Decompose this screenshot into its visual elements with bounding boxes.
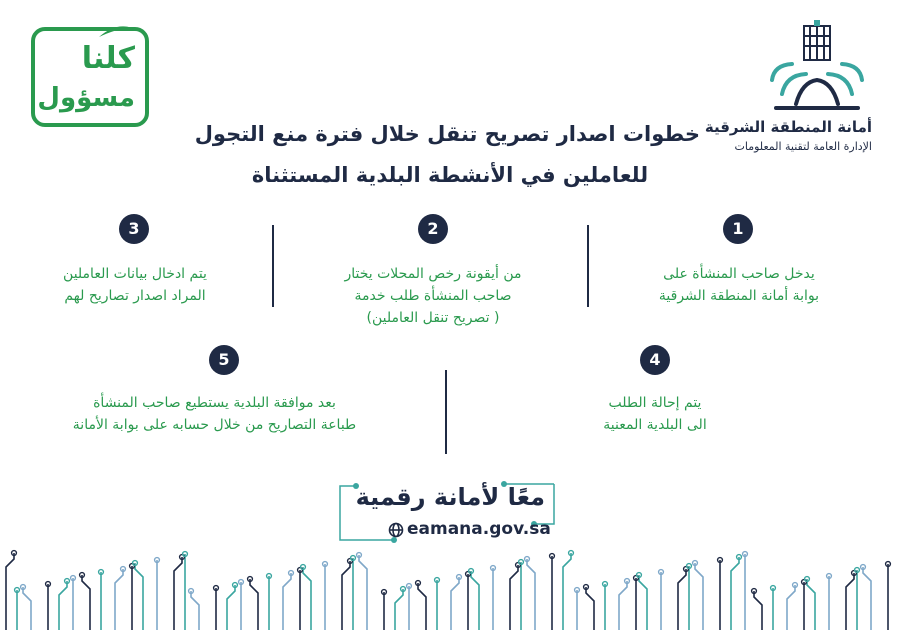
step-2-line-3: ( تصريح تنقل العاملين) xyxy=(366,310,500,326)
step-divider xyxy=(587,225,589,307)
step-4-line-2: الى البلدية المعنية xyxy=(603,417,707,433)
badge-line1: كلنا xyxy=(81,41,135,76)
leaf-icon xyxy=(97,23,137,39)
step-1-number: 1 xyxy=(723,214,753,244)
page-title-line1: خطوات اصدار تصريح تنقل خلال فترة منع التجول xyxy=(194,122,700,146)
step-3-text xyxy=(20,263,250,307)
org-department: الإدارة العامة لتقنية المعلومات xyxy=(734,140,872,153)
step-2-text xyxy=(303,263,563,329)
step-divider xyxy=(445,370,447,454)
step-1-line-1: يدخل صاحب المنشأة على xyxy=(663,266,815,282)
step-5-line-2: طباعة التصاريح من خلال حسابه على بوابة الأمانة xyxy=(72,417,357,433)
step-3-line-1: يتم ادخال بيانات العاملين xyxy=(63,266,207,282)
step-3-line-2: المراد اصدار تصاريح لهم xyxy=(64,288,206,304)
step-4-line-1: يتم إحالة الطلب xyxy=(608,395,702,411)
step-2-line-2: صاحب المنشأة طلب خدمة xyxy=(354,288,512,304)
step-5-number: 5 xyxy=(209,345,239,375)
step-3-number: 3 xyxy=(119,214,149,244)
footer-url-link[interactable]: eamana.gov.sa xyxy=(407,519,551,539)
step-2-number: 2 xyxy=(418,214,448,244)
page-title-line2: للعاملين في الأنشطة البلدية المستثناة xyxy=(251,163,649,187)
globe-icon xyxy=(388,522,404,538)
badge-line2: مسؤول xyxy=(37,83,135,113)
step-5-line-1: بعد موافقة البلدية يستطيع صاحب المنشأة xyxy=(93,395,336,411)
footer-slogan: معًا لأمانة رقمية xyxy=(355,483,545,511)
step-5-text xyxy=(22,392,407,436)
circuit-decoration xyxy=(0,545,900,630)
org-name: أمانة المنطقة الشرقية xyxy=(704,118,872,136)
step-divider xyxy=(272,225,274,307)
kulluna-masool-badge xyxy=(31,27,149,127)
step-1-text xyxy=(614,263,864,307)
step-4-number: 4 xyxy=(640,345,670,375)
step-2-line-1: من أيقونة رخص المحلات يختار xyxy=(344,266,522,282)
step-1-line-2: بوابة أمانة المنطقة الشرقية xyxy=(658,288,820,304)
step-4-text xyxy=(565,392,745,436)
amana-logo-icon xyxy=(762,20,872,115)
